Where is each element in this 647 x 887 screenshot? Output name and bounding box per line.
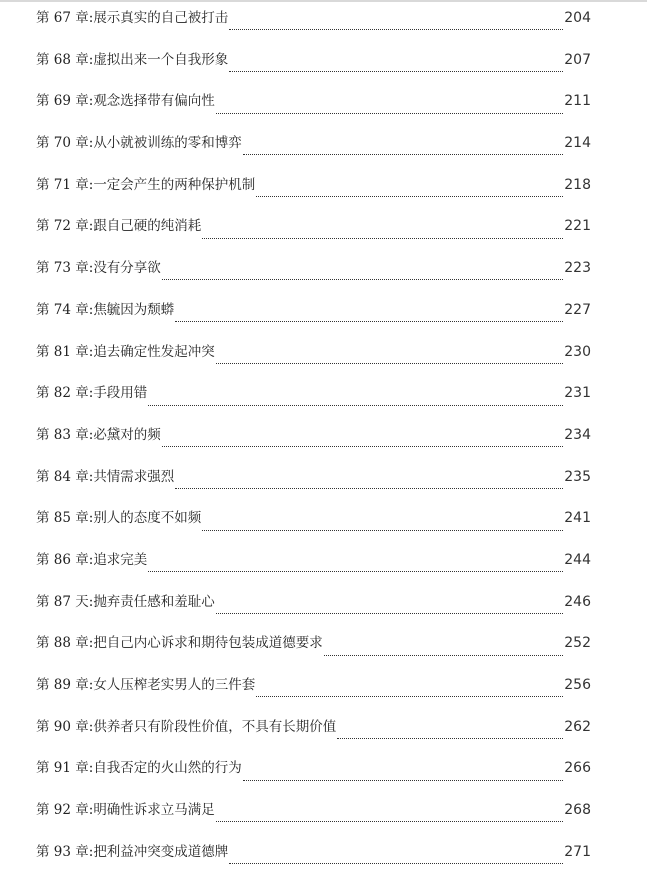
chapter-title: 明确性诉求立马满足 xyxy=(93,802,215,819)
chapter-title: 共情需求强烈 xyxy=(93,468,175,485)
chapter-number: 第 68 章: xyxy=(36,51,94,68)
dot-leader xyxy=(202,238,563,239)
dot-leader xyxy=(243,780,563,781)
toc-entry[interactable] xyxy=(36,506,591,548)
dot-leader xyxy=(216,113,563,114)
page-number: 266 xyxy=(564,760,591,777)
dot-leader xyxy=(229,29,563,30)
chapter-title: 手段用错 xyxy=(93,385,148,402)
dot-leader xyxy=(229,863,563,864)
dot-leader xyxy=(162,446,563,447)
toc-entry[interactable] xyxy=(36,89,591,131)
chapter-title: 展示真实的自己被打击 xyxy=(93,10,229,26)
toc-entry[interactable] xyxy=(36,173,591,215)
chapter-number: 第 71 章: xyxy=(36,176,94,193)
dot-leader xyxy=(148,571,563,572)
toc-entry[interactable] xyxy=(36,298,591,340)
chapter-title: 抛弃责任感和羞耻心 xyxy=(93,593,215,610)
toc-entry[interactable] xyxy=(36,590,591,632)
toc-entry[interactable] xyxy=(36,631,591,673)
chapter-number: 第 70 章: xyxy=(36,135,94,152)
chapter-title: 追求完美 xyxy=(93,551,148,568)
dot-leader xyxy=(162,279,563,280)
page-number: 271 xyxy=(564,843,591,860)
toc-entry[interactable] xyxy=(36,48,591,90)
dot-leader xyxy=(324,655,563,656)
page-number: 256 xyxy=(564,677,591,693)
toc-entry[interactable] xyxy=(36,715,591,757)
toc-entry[interactable] xyxy=(36,756,591,798)
chapter-number: 第 88 章: xyxy=(36,635,94,652)
dot-leader xyxy=(337,738,563,739)
chapter-title: 虚拟出来一个自我形象 xyxy=(93,51,229,68)
toc-entry[interactable] xyxy=(36,131,591,173)
chapter-title: 一定会产生的两种保护机制 xyxy=(93,176,256,193)
page-number: 246 xyxy=(564,593,591,610)
chapter-title: 把自己内心诉求和期待包装成道德要求 xyxy=(93,635,323,652)
dot-leader xyxy=(229,71,563,72)
page-number: 262 xyxy=(564,718,591,735)
page-number: 230 xyxy=(564,343,591,360)
page-number: 252 xyxy=(564,635,591,652)
page-number: 207 xyxy=(564,51,591,68)
toc-entry[interactable] xyxy=(36,6,591,48)
chapter-title: 自我否定的火山然的行为 xyxy=(93,760,242,777)
chapter-title: 必黛对的频 xyxy=(93,426,161,443)
page-number: 204 xyxy=(564,10,591,26)
dot-leader xyxy=(256,196,563,197)
page-number: 235 xyxy=(564,468,591,485)
chapter-number: 第 84 章: xyxy=(36,468,94,485)
chapter-number: 第 86 章: xyxy=(36,551,94,568)
chapter-number: 第 85 章: xyxy=(36,510,94,527)
chapter-number: 第 89 章: xyxy=(36,677,94,693)
page-number: 227 xyxy=(564,301,591,318)
chapter-number: 第 72 章: xyxy=(36,218,94,235)
page-number: 234 xyxy=(564,426,591,443)
toc-entry[interactable] xyxy=(36,214,591,256)
chapter-number: 第 67 章: xyxy=(36,10,94,26)
toc-entry[interactable] xyxy=(36,381,591,423)
toc-entry[interactable] xyxy=(36,548,591,590)
table-of-contents xyxy=(36,6,591,881)
chapter-number: 第 90 章: xyxy=(36,718,94,735)
dot-leader xyxy=(216,821,563,822)
chapter-title: 别人的态度不如频 xyxy=(93,510,202,527)
dot-leader xyxy=(243,154,563,155)
dot-leader xyxy=(256,696,563,697)
chapter-title: 把利益冲突变成道德牌 xyxy=(93,843,229,860)
toc-entry[interactable] xyxy=(36,798,591,840)
toc-entry[interactable] xyxy=(36,840,591,882)
page-number: 241 xyxy=(564,510,591,527)
page-number: 211 xyxy=(564,93,591,110)
chapter-number: 第 74 章: xyxy=(36,301,94,318)
page-number: 223 xyxy=(564,260,591,277)
page-top-border xyxy=(0,0,647,2)
chapter-number: 第 91 章: xyxy=(36,760,94,777)
chapter-number: 第 82 章: xyxy=(36,385,94,402)
dot-leader xyxy=(175,321,563,322)
chapter-number: 第 69 章: xyxy=(36,93,94,110)
toc-entry[interactable] xyxy=(36,256,591,298)
chapter-number: 第 83 章: xyxy=(36,426,94,443)
page-number: 268 xyxy=(564,802,591,819)
chapter-title: 观念选择带有偏向性 xyxy=(93,93,215,110)
chapter-number: 第 92 章: xyxy=(36,802,94,819)
chapter-number: 第 93 章: xyxy=(36,843,94,860)
dot-leader xyxy=(202,530,563,531)
chapter-title: 供养者只有阶段性价值，不具有长期价值 xyxy=(93,718,337,735)
toc-entry[interactable] xyxy=(36,423,591,465)
chapter-title: 追去确定性发起冲突 xyxy=(93,343,215,360)
chapter-number: 第 81 章: xyxy=(36,343,94,360)
page-number: 244 xyxy=(564,551,591,568)
chapter-title: 女人压榨老实男人的三件套 xyxy=(93,677,256,693)
chapter-title: 从小就被训练的零和博弈 xyxy=(93,135,242,152)
page-number: 231 xyxy=(564,385,591,402)
toc-entry[interactable] xyxy=(36,465,591,507)
chapter-title: 焦毓因为颓蟒 xyxy=(93,301,175,318)
chapter-title: 跟自己硬的纯消耗 xyxy=(93,218,202,235)
dot-leader xyxy=(216,613,563,614)
chapter-number: 第 73 章: xyxy=(36,260,94,277)
dot-leader xyxy=(216,363,563,364)
dot-leader xyxy=(175,488,563,489)
toc-entry[interactable] xyxy=(36,673,591,715)
chapter-title: 没有分享欲 xyxy=(93,260,161,277)
page-number: 218 xyxy=(564,176,591,193)
dot-leader xyxy=(148,405,563,406)
toc-entry[interactable] xyxy=(36,340,591,382)
page-number: 214 xyxy=(564,135,591,152)
chapter-number: 第 87 天: xyxy=(36,593,94,610)
page-number: 221 xyxy=(564,218,591,235)
